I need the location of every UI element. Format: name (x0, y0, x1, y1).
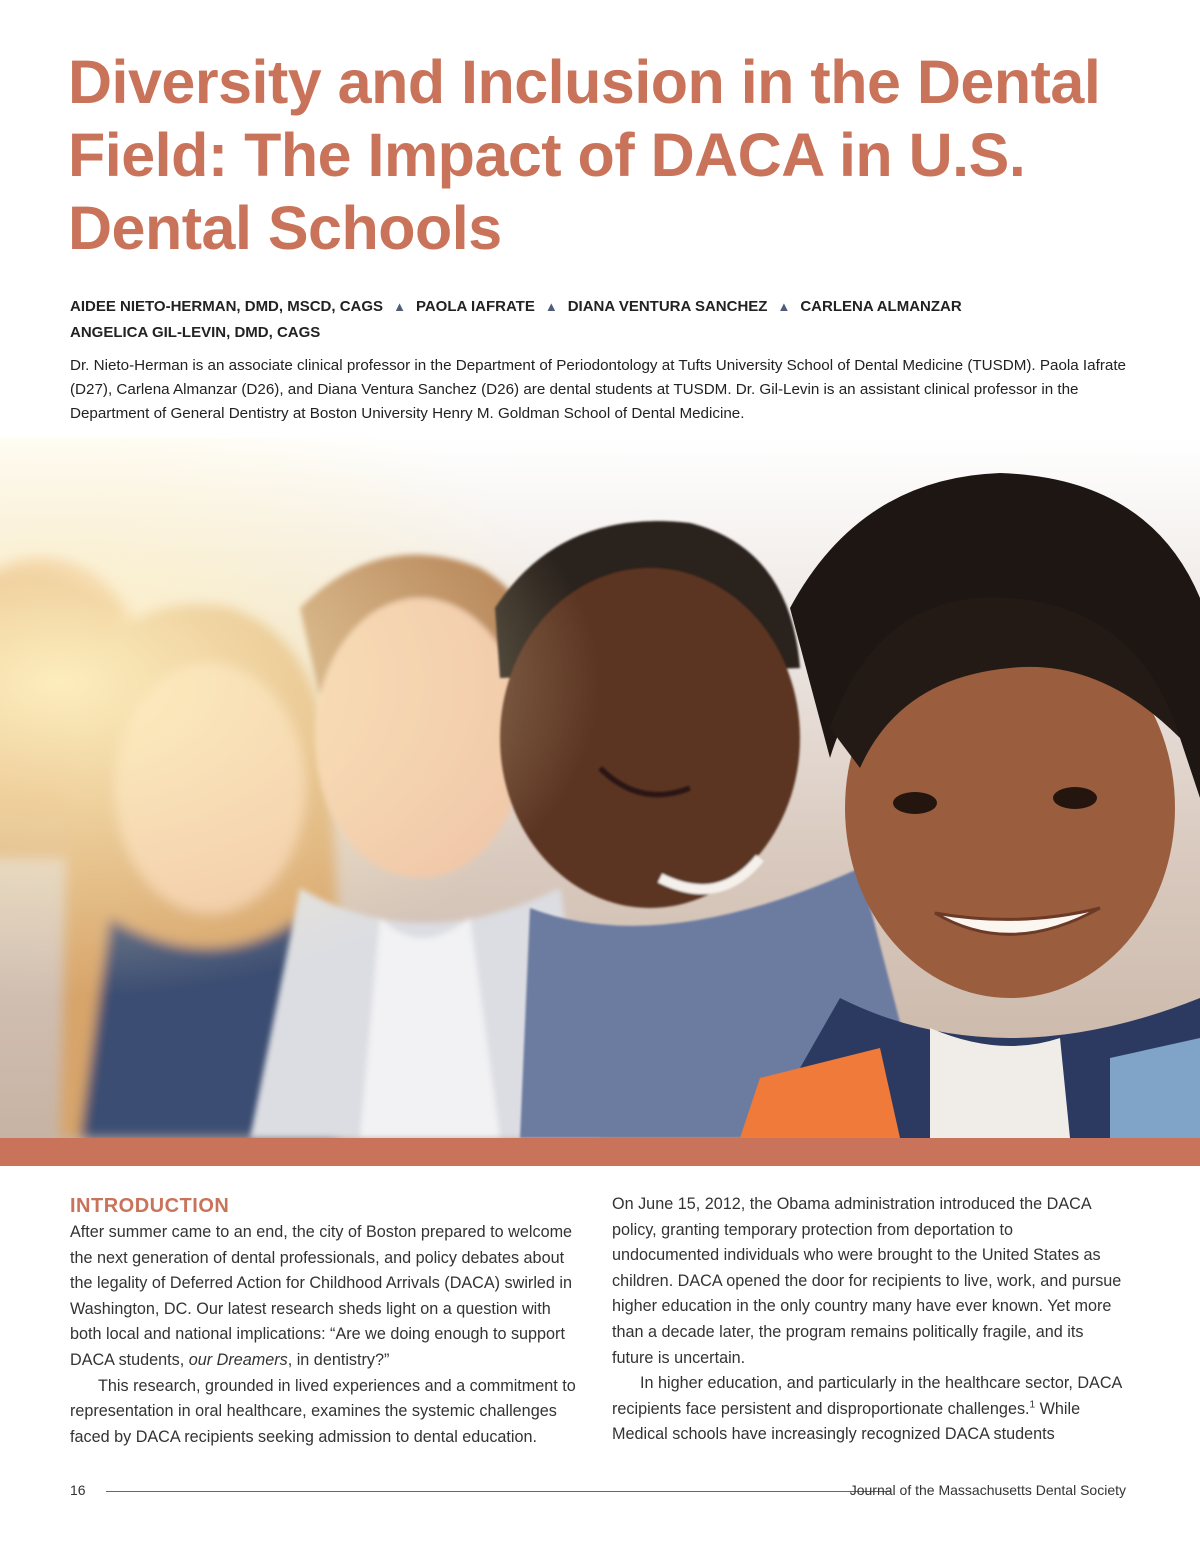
author-name: DIANA VENTURA SANCHEZ (567, 298, 768, 315)
page-number: 16 (70, 1482, 86, 1498)
paragraph-text: , in dentistry?” (287, 1350, 390, 1369)
body-column-right (612, 1192, 1124, 1448)
section-heading: INTRODUCTION (70, 1195, 230, 1217)
paragraph-text: In higher education, and particularly in the healthcare sector, DACA recipients face persistent and disproportionate challenges. (612, 1374, 1122, 1418)
body-paragraph: On June 15, 2012, the Obama administration introduced the DACA policy, granting temporary protection from deportation to undocumented individuals who were brought to the United States as children. DACA opened the door for recipients to live, work, and pursue higher education in the only country many have ever known. Yet more than a decade later, the program remains politically fragile, and its future is uncertain. (612, 1195, 1122, 1367)
journal-name: Journal of the Massachusetts Dental Society (849, 1482, 1126, 1498)
footer-rule (106, 1491, 890, 1492)
triangle-separator-icon: ▲ (393, 299, 406, 314)
accent-band (0, 1138, 1200, 1166)
body-column-left (70, 1192, 582, 1450)
footnote-ref: 1 (1029, 1399, 1036, 1411)
emphasis-text: our Dreamers (188, 1350, 288, 1369)
body-paragraph (70, 1220, 582, 1374)
paragraph-text: While Medical schools have increasingly recognized DACA students (612, 1399, 1081, 1444)
triangle-separator-icon: ▲ (777, 299, 791, 314)
author-name: AIDEE NIETO-HERMAN, DMD, MSCD, CAGS (70, 298, 384, 315)
body-paragraph (612, 1371, 1124, 1448)
children-group-photo (0, 438, 1200, 1138)
author-list (70, 294, 1150, 346)
author-name: PAOLA IAFRATE (415, 298, 535, 315)
author-affiliation: Dr. Nieto-Herman is an associate clinical professor in the Department of Periodontology at Tufts University School of Dental Medicine (TUSDM). Paola Iafrate (D27), Carlena Almanzar (D26), and Diana Ventura Sanchez (D26) are dental students at TUSDM. Dr. Gil-Levin is an assistant clinical professor in the Department of General Dentistry at Boston University Henry M. Goldman School of Dental Medicine. (70, 357, 1126, 422)
body-paragraph: This research, grounded in lived experiences and a commitment to representation in oral healthcare, examines the systemic challenges faced by DACA recipients seeking admission to dental education. (70, 1376, 576, 1446)
page-footer (70, 1480, 1130, 1502)
article-title: Diversity and Inclusion in the Dental Field: The Impact of DACA in U.S. Dental Schools (68, 48, 1101, 262)
author-name: ANGELICA GIL-LEVIN, DMD, CAGS (70, 324, 321, 341)
author-name: CARLENA ALMANZAR (800, 298, 962, 315)
paragraph-text: After summer came to an end, the city of Boston prepared to welcome the next generation of dental professionals, and policy debates about the legality of Deferred Action for Childhood Arrivals (DACA) swirled in Washington, DC. Our latest research sheds light on a question with both local and national implications: “Are we doing enough to support DACA students, (70, 1223, 573, 1369)
triangle-separator-icon: ▲ (544, 299, 558, 314)
